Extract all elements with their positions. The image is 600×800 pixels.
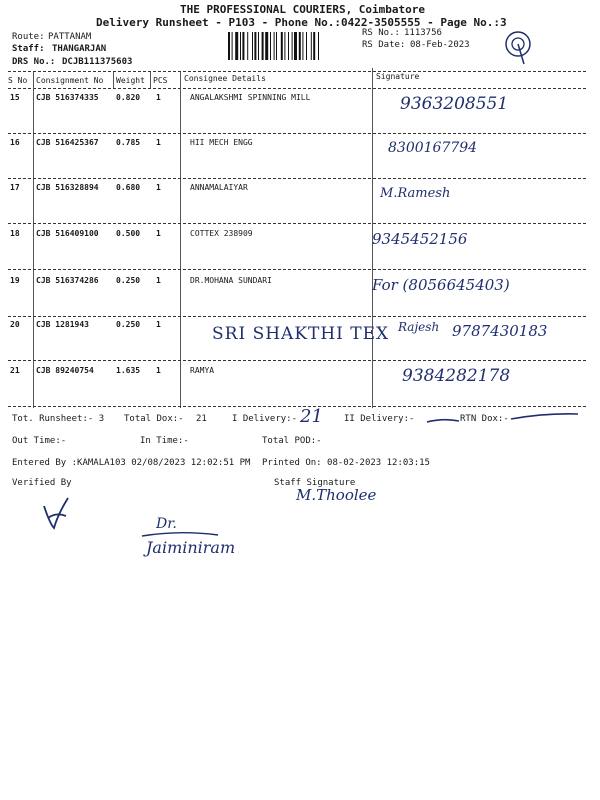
bottom-sign: Jaiminiram — [146, 538, 236, 557]
barcode-bar — [302, 32, 303, 60]
route-label: Route: — [12, 32, 45, 42]
barcode-bar — [299, 32, 301, 60]
barcode-bar — [258, 32, 259, 60]
row-weight: 0.820 — [116, 93, 141, 102]
barcode-bar — [254, 32, 256, 60]
barcode-bar — [270, 32, 271, 60]
row-pcs: 1 — [156, 183, 161, 192]
row-pcs: 1 — [156, 229, 161, 238]
col-weight: Weight — [116, 76, 145, 85]
out-time: Out Time:- — [12, 436, 67, 446]
staff-signature-label: Staff Signature — [274, 478, 356, 488]
barcode-bar — [292, 32, 293, 60]
row-signature: 9345452156 — [372, 230, 468, 248]
col-consignee: Consignee Details — [184, 74, 266, 83]
total-dox-value: 21 — [196, 414, 207, 424]
barcode-bar — [240, 32, 241, 60]
row-consignee: HII MECH ENGG — [190, 138, 253, 147]
row-pcs: 1 — [156, 276, 161, 285]
row-consignee: RAMYA — [190, 366, 215, 375]
row-sno: 16 — [10, 138, 20, 147]
bottom-sign-top: Dr. — [156, 516, 177, 532]
rs-date-label: RS Date: — [362, 40, 406, 50]
rs-no-value: 1113756 — [404, 28, 442, 38]
barcode-bar — [313, 32, 315, 60]
staff-label: Staff: — [12, 44, 45, 54]
row-weight: 1.635 — [116, 366, 141, 375]
row-weight: 0.785 — [116, 138, 141, 147]
verified-by: Verified By — [12, 478, 72, 488]
row-signature: 8300167794 — [388, 140, 478, 156]
row-weight: 0.250 — [116, 276, 141, 285]
row-sno: 18 — [10, 229, 20, 238]
col-sno: S No — [8, 76, 28, 85]
row-divider — [8, 406, 586, 407]
dash-stroke-icon-2 — [510, 410, 580, 422]
row-divider — [8, 223, 586, 224]
total-pod: Total POD:- — [262, 436, 322, 446]
row-consignment: CJB 1281943 — [36, 320, 89, 329]
row-signature: 9787430183 — [452, 322, 548, 340]
row-pcs: 1 — [156, 366, 161, 375]
row-divider — [8, 178, 586, 179]
rtn-dox-label: RTN Dox:- — [460, 414, 509, 424]
company-title: THE PROFESSIONAL COURIERS, Coimbatore — [180, 3, 426, 16]
barcode-bar — [235, 32, 238, 60]
dash-stroke-icon — [426, 416, 460, 426]
i-delivery-label: I Delivery:- — [232, 414, 298, 424]
i-delivery-handwritten: 21 — [300, 406, 323, 427]
barcode-bar — [252, 32, 253, 60]
barcode-bar — [262, 32, 264, 60]
barcode-bar — [288, 32, 289, 60]
row-weight: 0.680 — [116, 183, 141, 192]
row20-handwritten-consignee: SRI SHAKTHI TEX — [212, 324, 390, 344]
drs-label: DRS No.: — [12, 57, 56, 67]
col-consignment: Consignment No — [36, 76, 104, 85]
barcode-bar — [242, 32, 244, 60]
row-signature: For (8056645403) — [372, 276, 510, 294]
row-divider — [8, 316, 586, 317]
row-divider — [8, 269, 586, 270]
staff-value: THANGARJAN — [52, 44, 107, 54]
stamp-scribble-icon — [500, 30, 540, 66]
barcode-bar — [294, 32, 297, 60]
barcode-bar — [311, 32, 312, 60]
row-sno: 15 — [10, 93, 20, 102]
runsheet-title: Delivery Runsheet - P103 - Phone No.:0422-3505555 - Page No.:3 — [96, 16, 507, 29]
row-signature: M.Ramesh — [380, 186, 451, 201]
row-consignee: COTTEX 238909 — [190, 229, 253, 238]
barcode-bar — [318, 32, 319, 60]
row-consignee: ANGALAKSHMI SPINNING MILL — [190, 93, 311, 102]
barcode-bar — [274, 32, 275, 60]
row-consignment: CJB 516374335 — [36, 93, 99, 102]
rs-date-value: 08-Feb-2023 — [410, 40, 470, 50]
row-consignment: CJB 89240754 — [36, 366, 94, 375]
barcode-bar — [265, 32, 268, 60]
col-signature: Signature — [376, 72, 420, 81]
rs-no-label: RS No.: — [362, 28, 400, 38]
tot-runsheet: Tot. Runsheet:- 3 — [12, 414, 105, 424]
row-divider — [8, 133, 586, 134]
row-signature: 9363208551 — [400, 94, 509, 114]
barcode-icon — [228, 32, 356, 60]
barcode-bar — [306, 32, 307, 60]
barcode-bar — [247, 32, 248, 60]
col-pcs: PCS — [153, 76, 168, 85]
row20-signer: Rajesh — [398, 320, 440, 334]
total-dox-label: Total Dox:- — [124, 414, 184, 424]
verified-signature-icon — [40, 494, 90, 534]
row-divider — [8, 360, 586, 361]
row-consignment: CJB 516425367 — [36, 138, 99, 147]
row-weight: 0.250 — [116, 320, 141, 329]
barcode-bar — [228, 32, 230, 60]
bottom-underline-icon — [140, 530, 220, 540]
row-weight: 0.500 — [116, 229, 141, 238]
row-consignee: DR.MOHANA SUNDARI — [190, 276, 272, 285]
row-sno: 17 — [10, 183, 20, 192]
row-pcs: 1 — [156, 320, 161, 329]
ii-delivery-label: II Delivery:- — [344, 414, 415, 424]
row-sno: 19 — [10, 276, 20, 285]
row-sno: 21 — [10, 366, 20, 375]
staff-signature-hw: M.Thoolee — [296, 486, 377, 504]
barcode-bar — [284, 32, 285, 60]
barcode-bar — [281, 32, 283, 60]
row-consignment: CJB 516409100 — [36, 229, 99, 238]
row-signature: 9384282178 — [402, 366, 511, 386]
row-sno: 20 — [10, 320, 20, 329]
barcode-bar — [276, 32, 277, 60]
barcode-bar — [232, 32, 233, 60]
printed-on: Printed On: 08-02-2023 12:03:15 — [262, 458, 430, 468]
entered-by: Entered By :KAMALA103 02/08/2023 12:02:51 PM — [12, 458, 251, 468]
row-consignment: CJB 516374286 — [36, 276, 99, 285]
route-value: PATTANAM — [48, 32, 92, 42]
row-consignee: ANNAMALAIYAR — [190, 183, 248, 192]
row-consignment: CJB 516328894 — [36, 183, 99, 192]
row-pcs: 1 — [156, 138, 161, 147]
row-pcs: 1 — [156, 93, 161, 102]
in-time: In Time:- — [140, 436, 189, 446]
drs-value: DCJB111375603 — [62, 57, 133, 67]
